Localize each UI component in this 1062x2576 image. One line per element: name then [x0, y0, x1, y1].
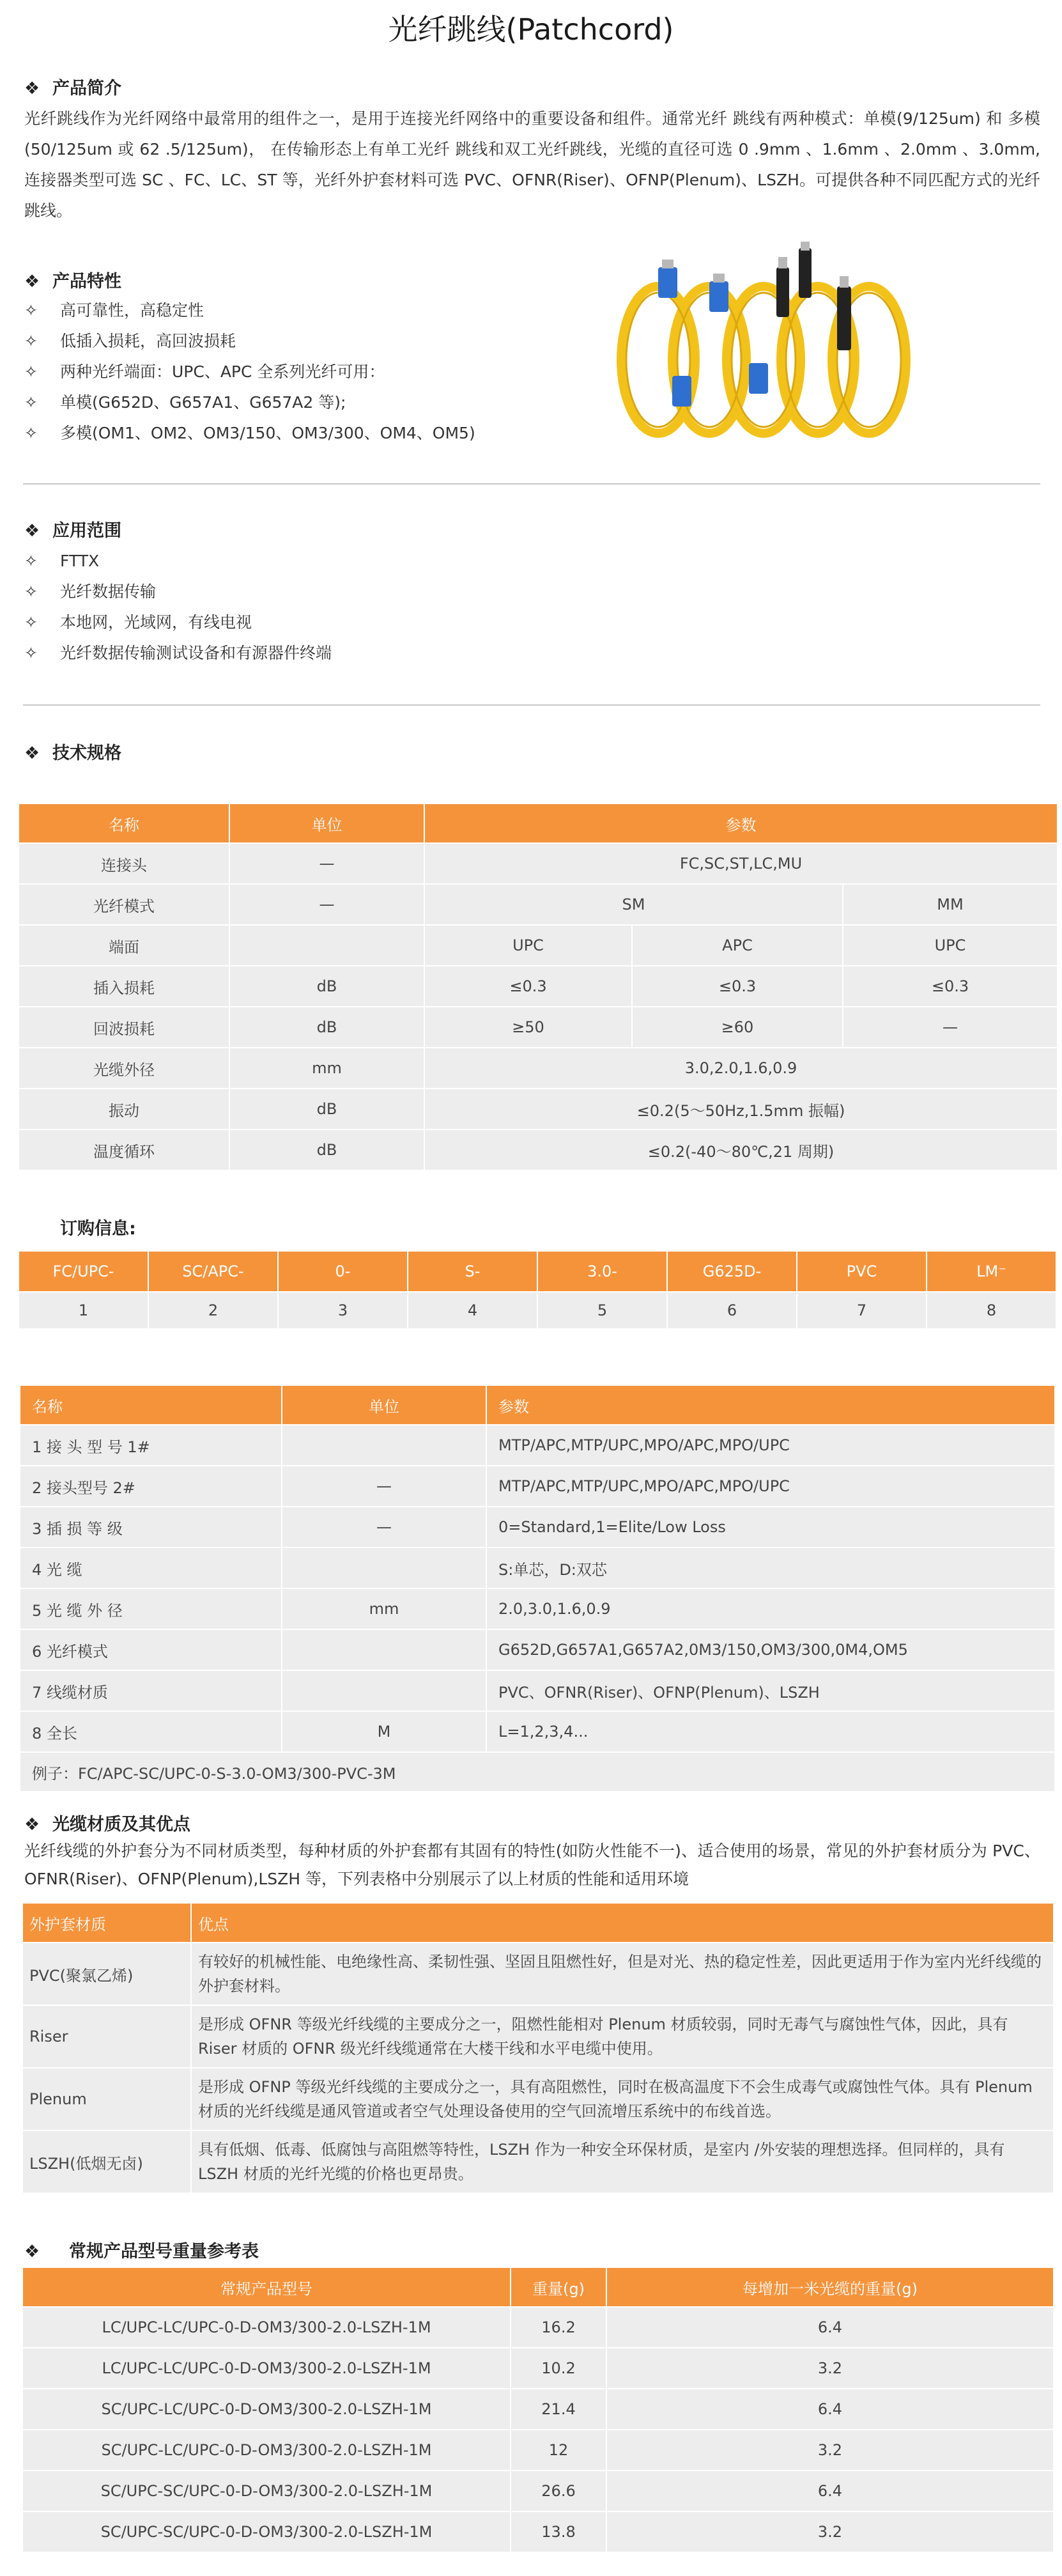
intro-heading	[24, 74, 121, 99]
diamond-bullet-icon: ❖	[24, 79, 40, 98]
list-item	[24, 546, 332, 577]
list-item	[24, 418, 475, 449]
table-cell: 3.2	[606, 2348, 1054, 2389]
weights-heading-text: 常规产品型号重量参考表	[69, 2242, 259, 2262]
code-number: 2	[148, 1292, 278, 1329]
table-cell: 回波损耗	[19, 1007, 229, 1048]
patchcord-product-photo	[613, 242, 914, 441]
list-item	[24, 357, 475, 387]
list-item-text: 光纤数据传输	[60, 582, 157, 601]
table-row	[20, 1507, 1055, 1548]
table-cell: PVC(聚氯乙烯)	[22, 1943, 191, 2005]
table-cell: FC,SC,ST,LC,MU	[424, 843, 1058, 884]
table-row	[20, 1670, 1055, 1711]
diamond-bullet-icon: ❖	[24, 272, 40, 291]
table-cell: SC/UPC-LC/UPC-0-D-OM3/300-2.0-LSZH-1M	[22, 2389, 511, 2430]
table-cell: dB	[229, 1089, 424, 1129]
table-cell: dB	[229, 1129, 424, 1170]
table-row	[20, 1752, 1055, 1792]
diamond-outline-icon: ✧	[24, 393, 38, 412]
table-cell: MM	[843, 884, 1058, 925]
table-row	[19, 1048, 1058, 1089]
table-cell: ≤0.3	[843, 966, 1058, 1007]
table-cell: SM	[424, 884, 843, 925]
table-cell: 光纤模式	[19, 884, 229, 925]
table-cell: 3.2	[606, 2511, 1054, 2552]
table-cell: —	[282, 1466, 486, 1507]
table-cell: ≥60	[632, 1007, 843, 1048]
table-cell: 3 插 损 等 级	[20, 1507, 282, 1548]
table-cell: APC	[632, 925, 843, 966]
table-row	[19, 925, 1058, 966]
table-row	[22, 2389, 1054, 2430]
table-cell	[282, 1548, 486, 1588]
table-row	[19, 884, 1058, 925]
table-row	[19, 1089, 1058, 1129]
table-row	[20, 1466, 1055, 1507]
table-cell: 7 线缆材质	[20, 1670, 282, 1711]
table-cell: 插入损耗	[19, 966, 229, 1007]
table-cell: 6.4	[606, 2471, 1054, 2511]
table-row	[22, 2068, 1054, 2130]
code-segment: PVC	[797, 1251, 927, 1292]
table-cell: 10.2	[511, 2348, 606, 2389]
table-cell: 是形成 OFNR 等级光纤线缆的主要成分之一，阻燃性能相对 Plenum 材质较弱，同时无毒气与腐蚀性气体，因此，具有 Riser 材质的 OFNR 级光纤线缆通常在大楼干线和水平电缆中使用。	[191, 2005, 1054, 2068]
col-header: 外护套材质	[22, 1903, 191, 1943]
list-item	[24, 577, 332, 607]
table-cell: Plenum	[22, 2068, 191, 2130]
table-row	[22, 1943, 1054, 2005]
table-cell: M	[282, 1711, 486, 1752]
code-number: 6	[667, 1292, 797, 1329]
table-row	[22, 2005, 1054, 2068]
col-header: 重量(g)	[511, 2267, 606, 2307]
table-cell: dB	[229, 1007, 424, 1048]
table-row	[19, 1007, 1058, 1048]
table-cell: 2 接头型号 2#	[20, 1466, 282, 1507]
table-row	[19, 1129, 1058, 1170]
col-header: 参数	[424, 803, 1058, 843]
diamond-outline-icon: ✧	[24, 552, 38, 570]
table-cell: ≥50	[424, 1007, 632, 1048]
ordering-heading: 订购信息:	[60, 1219, 136, 1239]
table-row	[20, 1711, 1055, 1752]
list-item	[24, 387, 475, 418]
table-cell	[282, 1629, 486, 1670]
list-item-text: 低插入损耗，高回波损耗	[60, 332, 236, 350]
table-cell: 26.6	[511, 2471, 606, 2511]
col-header: 每增加一米光缆的重量(g)	[606, 2267, 1054, 2307]
diamond-outline-icon: ✧	[24, 362, 38, 381]
table-cell: ≤0.2(5～50Hz,1.5mm 振幅)	[424, 1089, 1058, 1129]
table-row	[20, 1629, 1055, 1670]
divider	[23, 483, 1040, 485]
table-cell: LC/UPC-LC/UPC-0-D-OM3/300-2.0-LSZH-1M	[22, 2348, 511, 2389]
list-item-text: 高可靠性，高稳定性	[60, 301, 204, 320]
code-segment: LM⁻	[927, 1251, 1056, 1292]
table-cell	[229, 925, 424, 966]
applications-heading-text: 应用范围	[52, 521, 121, 541]
table-row	[19, 966, 1058, 1007]
diamond-outline-icon: ✧	[24, 644, 38, 662]
table-cell: LSZH(低烟无卤)	[22, 2130, 191, 2193]
code-segment: 3.0-	[537, 1251, 667, 1292]
code-segment: 0-	[278, 1251, 408, 1292]
table-cell: LC/UPC-LC/UPC-0-D-OM3/300-2.0-LSZH-1M	[22, 2307, 511, 2348]
list-item	[24, 607, 332, 638]
ordering-code-table	[18, 1250, 1057, 1330]
list-item-text: 光纤数据传输测试设备和有源器件终端	[60, 644, 332, 662]
table-cell: Riser	[22, 2005, 191, 2068]
table-cell: 6 光纤模式	[20, 1629, 282, 1670]
table-cell: S:单芯，D:双芯	[486, 1548, 1055, 1588]
table-cell: 有较好的机械性能、电绝缘性高、柔韧性强、坚固且阻燃性好，但是对光、热的稳定性差，因此更适用于作为室内光纤线缆的外护套材料。	[191, 1943, 1054, 2005]
col-header: 优点	[191, 1903, 1054, 1943]
col-header: 名称	[20, 1385, 282, 1425]
code-number: 5	[537, 1292, 667, 1329]
table-row	[22, 2130, 1054, 2193]
params-table	[19, 1385, 1056, 1792]
materials-intro: 光纤线缆的外护套分为不同材质类型，每种材质的外护套都有其固有的特性(如防火性能不一)、适合使用的场景，常见的外护套材质分为 PVC、OFNR(Riser)、OFNP(Plenum),LSZH 等，下列表格中分别展示了以上材质的性能和适用环境	[24, 1842, 1040, 1888]
table-cell: SC/UPC-SC/UPC-0-D-OM3/300-2.0-LSZH-1M	[22, 2471, 511, 2511]
col-header: 单位	[282, 1385, 486, 1425]
list-item-text: 本地网，光域网，有线电视	[60, 613, 252, 632]
col-header: 单位	[229, 803, 424, 843]
code-number: 7	[797, 1292, 927, 1329]
weights-table	[22, 2267, 1054, 2553]
table-cell: SC/UPC-SC/UPC-0-D-OM3/300-2.0-LSZH-1M	[22, 2511, 511, 2552]
table-cell: 2.0,3.0,1.6,0.9	[486, 1588, 1055, 1629]
table-row	[19, 843, 1058, 884]
table-header-row	[19, 1251, 1056, 1292]
table-cell: 温度循环	[19, 1129, 229, 1170]
diamond-bullet-icon: ❖	[24, 521, 40, 541]
code-segment: S-	[408, 1251, 537, 1292]
table-cell: 8 全长	[20, 1711, 282, 1752]
diamond-bullet-icon: ❖	[24, 2242, 40, 2262]
table-cell: 6.4	[606, 2389, 1054, 2430]
table-cell: 具有低烟、低毒、低腐蚀与高阻燃等特性，LSZH 作为一种安全环保材质，是室内 /外安装的理想选择。但同样的，具有 LSZH 材质的光纤光缆的价格也更昂贵。	[191, 2130, 1054, 2193]
table-cell: ≤0.2(-40～80℃,21 周期)	[424, 1129, 1058, 1170]
materials-heading-text: 光缆材质及其优点	[52, 1815, 190, 1835]
table-row	[22, 2307, 1054, 2348]
weights-heading	[24, 2237, 259, 2262]
materials-table	[22, 1902, 1054, 2194]
code-number: 1	[19, 1292, 148, 1329]
table-cell: ≤0.3	[632, 966, 843, 1007]
table-row	[19, 1292, 1056, 1329]
table-cell: MTP/APC,MTP/UPC,MPO/APC,MPO/UPC	[486, 1425, 1055, 1466]
table-cell: 6.4	[606, 2307, 1054, 2348]
table-cell: SC/UPC-LC/UPC-0-D-OM3/300-2.0-LSZH-1M	[22, 2430, 511, 2471]
table-cell: L=1,2,3,4...	[486, 1711, 1055, 1752]
table-cell: UPC	[424, 925, 632, 966]
table-cell: 是形成 OFNP 等级光纤线缆的主要成分之一，具有高阻燃性，同时在极高温度下不会生成毒气或腐蚀性气体。具有 Plenum 材质的光纤线缆是通风管道或者空气处理设备使用的空气回流增压系统中的布线首选。	[191, 2068, 1054, 2130]
materials-heading	[24, 1810, 190, 1835]
table-cell: 21.4	[511, 2389, 606, 2430]
table-cell: 3.2	[606, 2430, 1054, 2471]
list-item	[24, 295, 475, 326]
list-item	[24, 638, 332, 669]
table-cell: mm	[282, 1588, 486, 1629]
table-cell: ≤0.3	[424, 966, 632, 1007]
table-cell: 5 光 缆 外 径	[20, 1588, 282, 1629]
table-cell: 13.8	[511, 2511, 606, 2552]
table-row	[22, 2511, 1054, 2552]
table-header-row	[20, 1385, 1055, 1425]
table-cell: MTP/APC,MTP/UPC,MPO/APC,MPO/UPC	[486, 1466, 1055, 1507]
table-cell: 12	[511, 2430, 606, 2471]
table-cell: 0=Standard,1=Elite/Low Loss	[486, 1507, 1055, 1548]
diamond-bullet-icon: ❖	[24, 743, 40, 763]
table-row	[20, 1588, 1055, 1629]
table-cell: —	[282, 1507, 486, 1548]
table-row	[20, 1548, 1055, 1588]
table-row	[22, 2430, 1054, 2471]
features-heading-text: 产品特性	[52, 272, 121, 291]
diamond-outline-icon: ✧	[24, 301, 38, 320]
list-item-text: 多模(OM1、OM2、OM3/150、OM3/300、OM4、OM5)	[60, 424, 475, 442]
table-cell: PVC、OFNR(Riser)、OFNP(Plenum)、LSZH	[486, 1670, 1055, 1711]
diamond-bullet-icon: ❖	[24, 1815, 40, 1835]
table-cell: 16.2	[511, 2307, 606, 2348]
applications-list	[24, 546, 332, 669]
page-title: 光纤跳线(Patchcord)	[388, 12, 674, 47]
table-cell: UPC	[843, 925, 1058, 966]
col-header: 名称	[19, 803, 229, 843]
col-header: 常规产品型号	[22, 2267, 511, 2307]
diamond-outline-icon: ✧	[24, 582, 38, 601]
features-list	[24, 295, 475, 449]
table-row	[20, 1425, 1055, 1466]
code-segment: G625D-	[667, 1251, 797, 1292]
list-item	[24, 326, 475, 357]
table-header-row	[22, 2267, 1054, 2307]
table-cell: 连接头	[19, 843, 229, 884]
table-cell: G652D,G657A1,G657A2,0M3/150,OM3/300,0M4,OM5	[486, 1629, 1055, 1670]
table-row	[22, 2348, 1054, 2389]
table-cell	[282, 1425, 486, 1466]
specs-heading	[24, 739, 121, 764]
table-cell: —	[229, 843, 424, 884]
diamond-outline-icon: ✧	[24, 613, 38, 632]
table-header-row	[19, 803, 1058, 843]
table-cell: mm	[229, 1048, 424, 1089]
list-item-text: 两种光纤端面：UPC、APC 全系列光纤可用：	[60, 362, 385, 381]
code-number: 4	[408, 1292, 537, 1329]
code-number: 8	[927, 1292, 1056, 1329]
applications-heading	[24, 516, 121, 541]
code-number: 3	[278, 1292, 408, 1329]
table-row	[22, 2471, 1054, 2511]
table-cell: —	[843, 1007, 1058, 1048]
table-cell: 3.0,2.0,1.6,0.9	[424, 1048, 1058, 1089]
features-heading	[24, 267, 121, 292]
table-cell: 4 光 缆	[20, 1548, 282, 1588]
table-cell: 光缆外径	[19, 1048, 229, 1089]
diamond-outline-icon: ✧	[24, 332, 38, 350]
table-header-row	[22, 1903, 1054, 1943]
code-segment: SC/APC-	[148, 1251, 278, 1292]
example-cell: 例子：FC/APC-SC/UPC-0-S-3.0-OM3/300-PVC-3M	[20, 1752, 1055, 1792]
table-cell: 端面	[19, 925, 229, 966]
list-item-text: FTTX	[60, 552, 100, 570]
diamond-outline-icon: ✧	[24, 424, 38, 442]
table-cell	[282, 1670, 486, 1711]
specs-heading-text: 技术规格	[52, 743, 121, 763]
intro-text: 光纤跳线作为光纤网络中最常用的组件之一，是用于连接光纤网络中的重要设备和组件。通常光纤 跳线有两种模式：单模(9/125um) 和 多模(50/125um 或 62 .5/125um)， 在传输形态上有单工光纤 跳线和双工光纤跳线，光缆的直径可选 0 .9mm 、1.6mm 、2.0mm 、3.0mm,连接器类型可选 SC 、FC、LC、ST 等，光纤外护套材料可选 PVC、OFNR(Riser)、OFNP(Plenum)、LSZH。可提供各种不同匹配方式的光纤跳线。	[24, 109, 1040, 220]
specs-table	[18, 803, 1058, 1171]
col-header: 参数	[486, 1385, 1055, 1425]
divider	[23, 704, 1040, 706]
table-cell: dB	[229, 966, 424, 1007]
table-cell: 1 接 头 型 号 1#	[20, 1425, 282, 1466]
table-cell: 振动	[19, 1089, 229, 1129]
table-cell: —	[229, 884, 424, 925]
list-item-text: 单模(G652D、G657A1、G657A2 等);	[60, 393, 346, 412]
intro-heading-text: 产品简介	[52, 79, 121, 98]
code-segment: FC/UPC-	[19, 1251, 148, 1292]
